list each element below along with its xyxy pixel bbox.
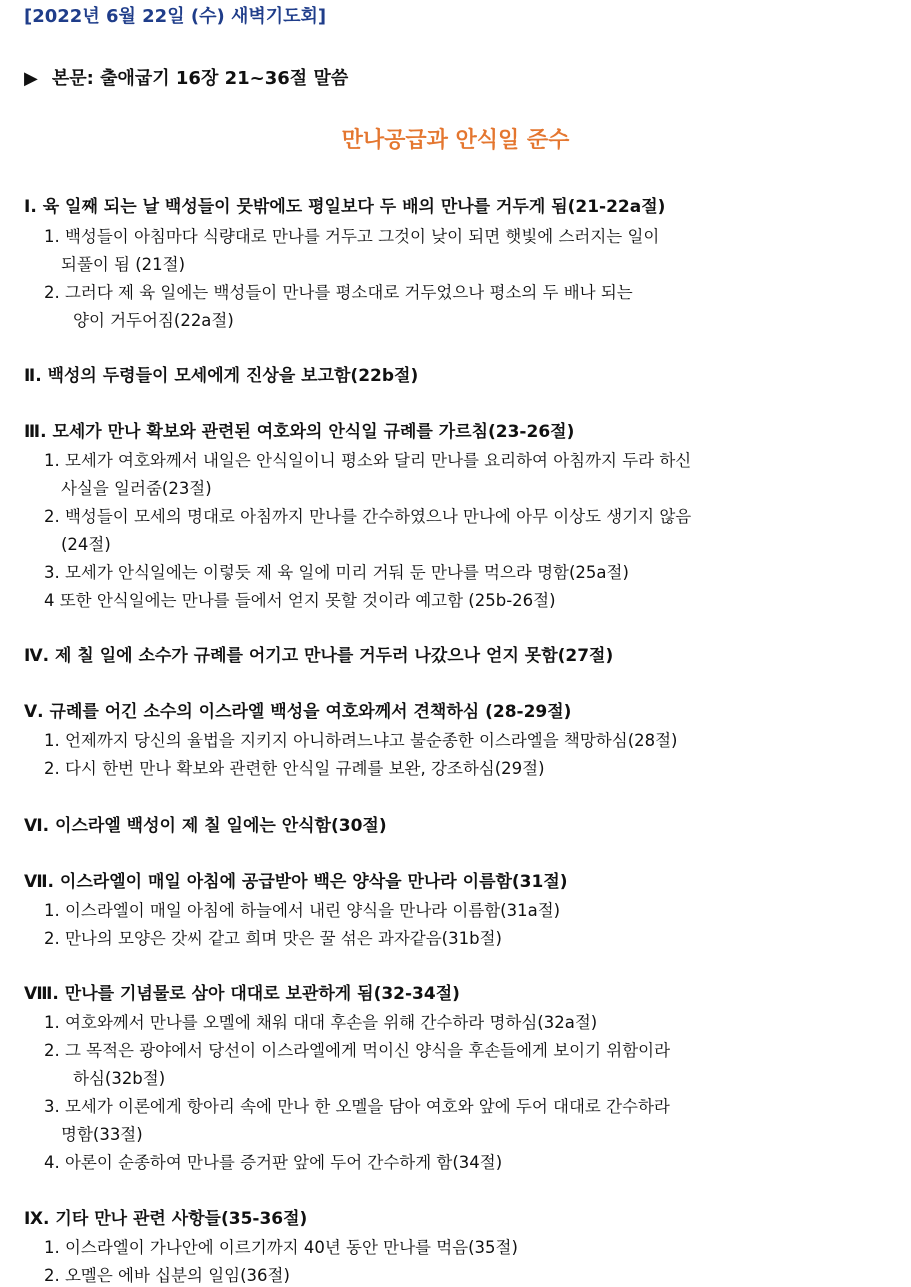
- section-heading: Ⅶ. 이스라엘이 매일 아침에 공급받아 백은 양삭을 만나라 이름함(31절): [24, 872, 568, 892]
- section-heading: Ⅳ. 제 칠 일에 소수가 규례를 어기고 만나를 거두러 나갔으나 얻지 못함(27절): [24, 646, 614, 666]
- service-date-header: [2022년 6월 22일 (수) 새벽기도회]: [24, 6, 327, 27]
- outline-item-continuation: 되풀이 됨 (21절): [61, 255, 186, 274]
- outline-item: 2. 만나의 모양은 갓씨 같고 희며 맛은 꿀 섞은 과자같음(31b절): [44, 929, 502, 948]
- section-heading: Ⅴ. 규례를 어긴 소수의 이스라엘 백성을 여호와께서 견책하심 (28-29절): [24, 702, 572, 722]
- triangle-bullet-icon: ▶: [24, 68, 38, 89]
- outline-item: 2. 다시 한번 만나 확보와 관련한 안식일 규례를 보완, 강조하심(29절): [44, 759, 545, 778]
- section-heading: Ⅷ. 만나를 기념물로 삼아 대대로 보관하게 됨(32-34절): [24, 984, 460, 1004]
- scripture-reference: [24, 68, 348, 90]
- outline-item: 2. 백성들이 모세의 명대로 아침까지 만나를 간수하였으나 만나에 아무 이상도 생기지 않음: [44, 507, 692, 526]
- outline-item: 2. 그러다 제 육 일에는 백성들이 만나를 평소대로 거두었으나 평소의 두 배나 되는: [44, 283, 633, 302]
- section-heading: Ⅵ. 이스라엘 백성이 제 칠 일에는 안식함(30절): [24, 816, 387, 836]
- outline-item: 1. 여호와께서 만나를 오멜에 채워 대대 후손을 위해 간수하라 명하심(32a절): [44, 1013, 598, 1032]
- outline-item: 1. 언제까지 당신의 율법을 지키지 아니하려느냐고 불순종한 이스라엘을 책망하심(28절): [44, 731, 678, 750]
- outline-item-continuation: 하심(32b절): [73, 1069, 166, 1088]
- outline-item: 4 또한 안식일에는 만나를 들에서 얻지 못할 것이라 예고함 (25b-26절): [44, 591, 556, 610]
- scripture-text: 본문: 출애굽기 16장 21~36절 말씀: [51, 68, 349, 89]
- outline-item: 4. 아론이 순종하여 만나를 증거판 앞에 두어 간수하게 함(34절): [44, 1153, 503, 1172]
- section-heading: Ⅰ. 육 일째 되는 날 백성들이 뭇밖에도 평일보다 두 배의 만나를 거두게 됨(21-22a절): [24, 197, 666, 217]
- outline-item-continuation: 양이 거두어짐(22a절): [73, 311, 234, 330]
- section-heading: Ⅱ. 백성의 두령들이 모세에게 진상을 보고함(22b절): [24, 366, 419, 386]
- outline-item: 3. 모세가 이론에게 항아리 속에 만나 한 오멜을 담아 여호와 앞에 두어 대대로 간수하라: [44, 1097, 670, 1116]
- outline-item: 1. 이스라엘이 매일 아침에 하늘에서 내린 양식을 만나라 이름함(31a절): [44, 901, 561, 920]
- outline-item-continuation: 명함(33절): [61, 1125, 143, 1144]
- outline-item-continuation: (24절): [61, 535, 111, 554]
- section-heading: Ⅸ. 기타 만나 관련 사항들(35-36절): [24, 1209, 308, 1229]
- sermon-title: 만나공급과 안식일 준수: [341, 128, 570, 153]
- outline-item: 1. 이스라엘이 가나안에 이르기까지 40년 동안 만나를 먹음(35절): [44, 1238, 518, 1257]
- outline-item: 2. 오멜은 에바 십분의 일임(36절): [44, 1266, 290, 1285]
- section-heading: Ⅲ. 모세가 만나 확보와 관련된 여호와의 안식일 규례를 가르침(23-26절): [24, 422, 575, 442]
- outline-item: 3. 모세가 안식일에는 이렇듯 제 육 일에 미리 거둬 둔 만나를 먹으라 명함(25a절): [44, 563, 629, 582]
- outline-item: 1. 백성들이 아침마다 식량대로 만나를 거두고 그것이 낮이 되면 햇빛에 스러지는 일이: [44, 227, 660, 246]
- outline-item-continuation: 사실을 일러줌(23절): [61, 479, 212, 498]
- outline-item: 2. 그 목적은 광야에서 당선이 이스라엘에게 먹이신 양식을 후손들에게 보이기 위함이라: [44, 1041, 671, 1060]
- outline-item: 1. 모세가 여호와께서 내일은 안식일이니 평소와 달리 만나를 요리하여 아침까지 두라 하신: [44, 451, 692, 470]
